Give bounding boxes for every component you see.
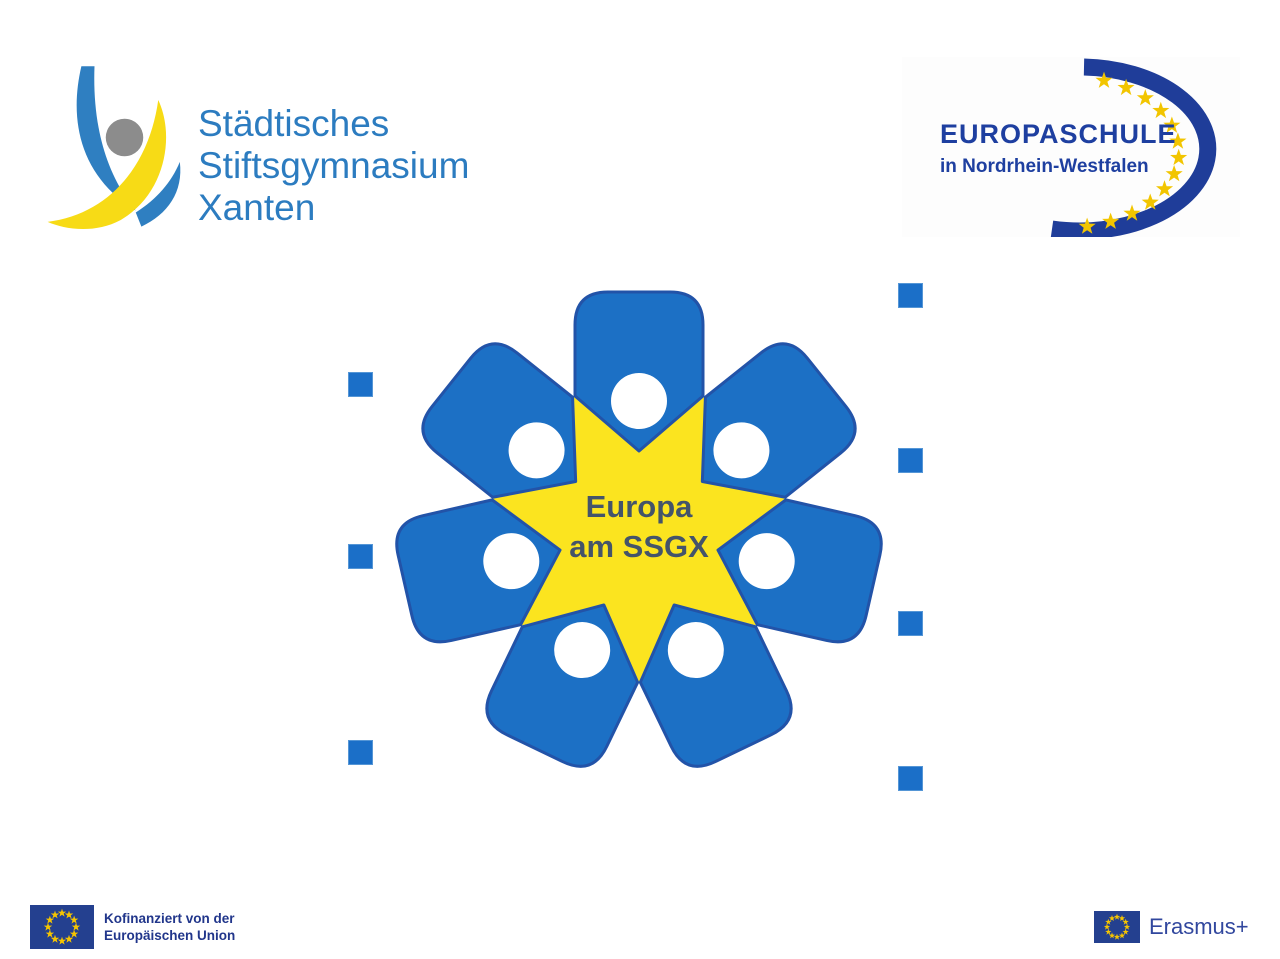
cofinance-line2: Europäischen Union xyxy=(104,928,236,943)
cofinance-line1: Kofinanziert von der xyxy=(104,911,235,926)
school-name-line: Städtisches xyxy=(198,103,390,144)
center-line2: am SSGX xyxy=(569,529,709,564)
petal-number-badge xyxy=(611,373,667,429)
europaschule-subtitle: in Nordrhein-Westfalen xyxy=(940,156,1149,177)
school-name-line: Stiftsgymnasium xyxy=(198,145,470,186)
school-name-line: Xanten xyxy=(198,187,316,228)
europaschule-title: EUROPASCHULE xyxy=(940,119,1177,149)
diagram-center-label xyxy=(569,487,709,567)
center-line1: Europa xyxy=(585,489,693,524)
erasmus-label: Erasmus+ xyxy=(1149,914,1249,939)
